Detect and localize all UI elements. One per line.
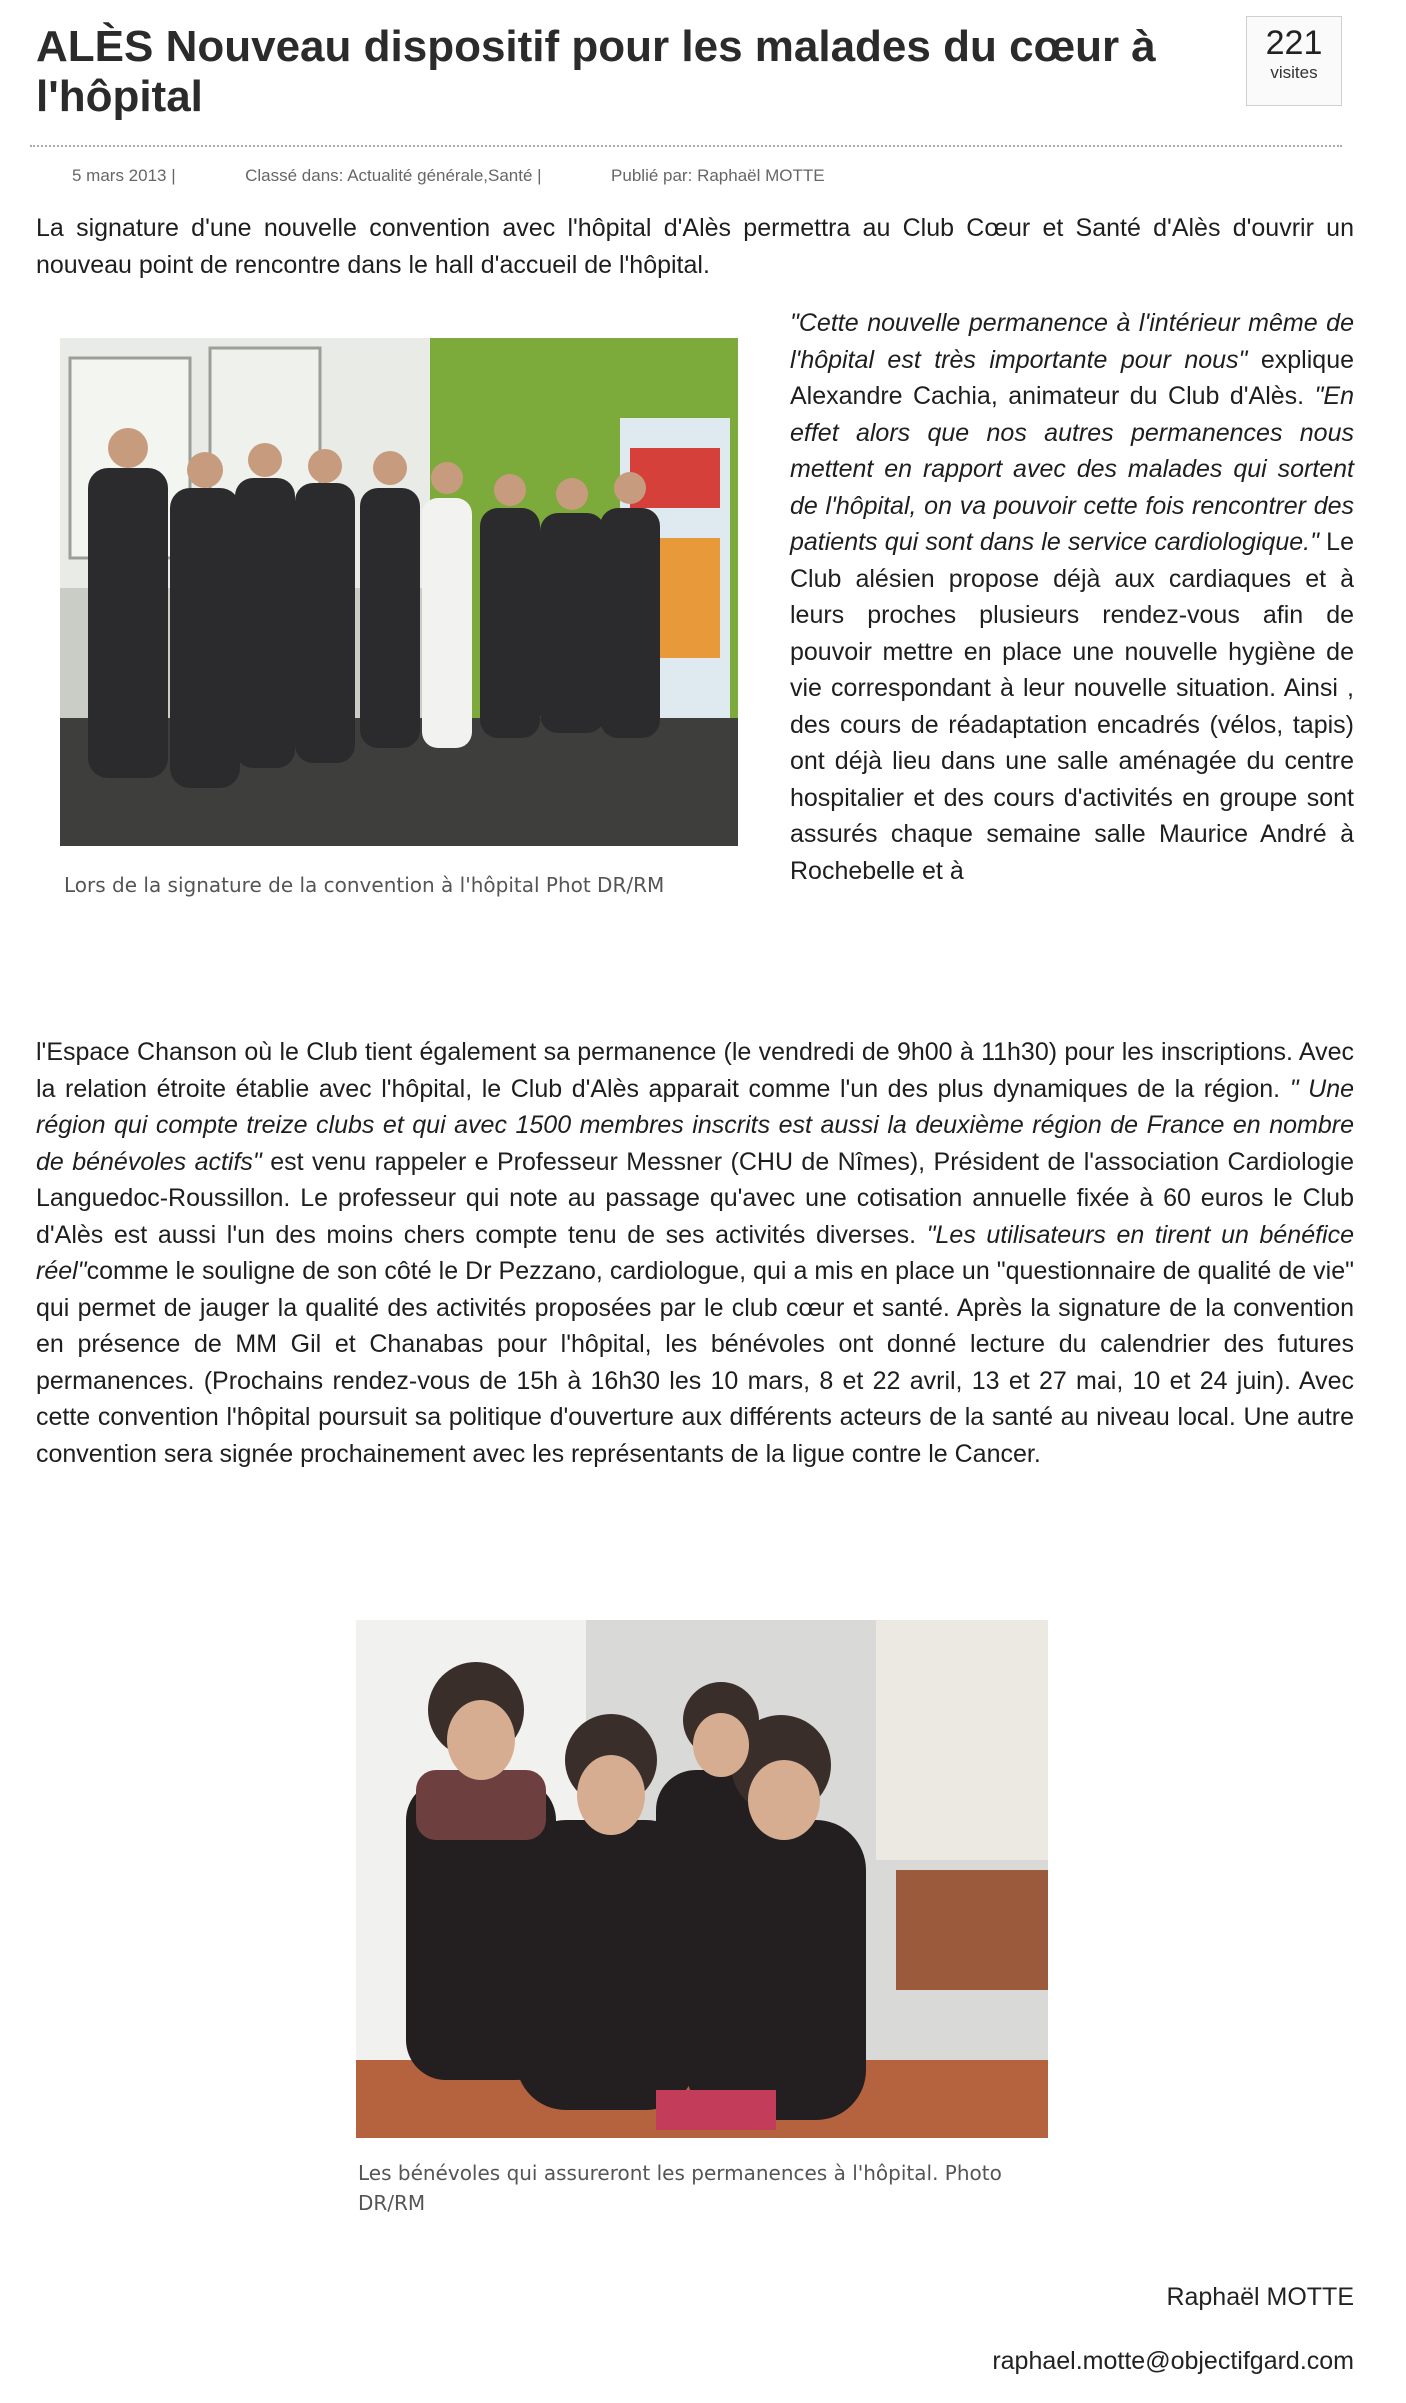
article-column-right [790,305,1354,889]
body-text-2: est venu rappeler e Professeur Messner (CHU de Nîmes), Président de l'association Cardiologie Languedoc-Roussillon. Le professeur qui note au passage qu'avec une cotisation annuelle fixée à 60 euros le Club d'Alès est aussi l'un des moins chers compte tenu de ses activités diverses. [36,1147,1354,1249]
column-text-2: Le Club alésien propose déjà aux cardiaques et à leurs proches plusieurs rendez-vous afin de pouvoir mettre en place une nouvelle hygiène de vie correspondant à leur nouvelle situation. Ainsi , des cours de réadaptation encadrés (vélos, tapis) ont déjà lieu dans une salle aménagée du centre hospitalier et des cours d'activités en groupe sont assurés chaque semaine salle Maurice André à Rochebelle et à [790,528,1354,885]
photo-signature-illustration [60,338,738,846]
photo-volunteers [356,1620,1048,2138]
article-lead: La signature d'une nouvelle convention avec l'hôpital d'Alès permettra au Club Cœur et Santé d'Alès d'ouvrir un nouveau point de rencontre dans le hall d'accueil de l'hôpital. [36,214,1354,279]
body-text-1: l'Espace Chanson où le Club tient également sa permanence (le vendredi de 9h00 à 11h30) pour les inscriptions. Avec la relation étroite établie avec l'hôpital, le Club d'Alès apparait comme l'un des plus dynamiques de la région. [36,1038,1354,1103]
photo-signature-group [60,338,738,846]
category-label: Classé dans: [245,166,344,185]
column-text-1: explique Alexandre Cachia, animateur du Club d'Alès. [790,345,1354,410]
quote-pezzano: "Les utilisateurs en tirent un bénéfice réel" [36,1220,1354,1285]
body-text-3: comme le souligne de son côté le Dr Pezzano, cardiologue, qui a mis en place un "questionnaire de qualité de vie" qui permet de jauger la qualité des activités proposées par le club cœur et santé. Après la signature de la convention en présence de MM Gil et Chanabas pour l'hôpital, les bénévoles ont donné lecture du calendrier des futures permanences. (Prochains rendez-vous de 15h à 16h30 les 10 mars, 8 et 22 avril, 13 et 27 mai, 10 et 24 juin). Avec cette convention l'hôpital poursuit sa politique d'ouverture aux différents acteurs de la santé au niveau local. Une autre convention sera signée prochainement avec les représentants de la ligue contre le Cancer. [36,1257,1354,1468]
photo-volunteers-illustration [356,1620,1048,2138]
article-meta: 5 mars 2013 | Classé dans: Actualité générale,Santé | Publié par: Raphaël MOTTE [72,166,825,185]
article-author[interactable]: Raphaël MOTTE [697,166,825,185]
signature-email-link[interactable]: raphael.motte@objectifgard.com [992,2347,1354,2375]
visits-label: visites [1270,63,1318,82]
visits-count: 221 [1265,24,1323,62]
quote-cachia-1: "Cette nouvelle permanence à l'intérieur même de l'hôpital est très importante pour nous" [790,309,1354,374]
article-title: ALÈS Nouveau dispositif pour les malades du cœur à l'hôpital [36,22,1156,121]
article-body [36,1034,1354,1472]
published-label: Publié par: [611,166,693,185]
photo-signature-caption: Lors de la signature de la convention à l'hôpital Phot DR/RM [64,873,665,897]
article-categories[interactable]: Actualité générale,Santé [347,166,533,185]
visits-counter [1246,16,1342,106]
quote-messner: " Une région qui compte treize clubs et qui avec 1500 membres inscrits est aussi la deuxième région de France en nombre de bénévoles actifs" [36,1074,1354,1176]
signature-name: Raphaël MOTTE [1166,2283,1354,2311]
quote-cachia-2: "En effet alors que nos autres permanences nous mettent en rapport avec des malades qui sortent de l'hôpital, on va pouvoir cette fois rencontrer des patients qui sont dans le service cardiologique." [790,382,1354,556]
photo-volunteers-caption: Les bénévoles qui assureront les permanences à l'hôpital. Photo DR/RM [358,2161,1002,2215]
title-divider [30,145,1342,147]
article-date: 5 mars 2013 [72,166,167,185]
